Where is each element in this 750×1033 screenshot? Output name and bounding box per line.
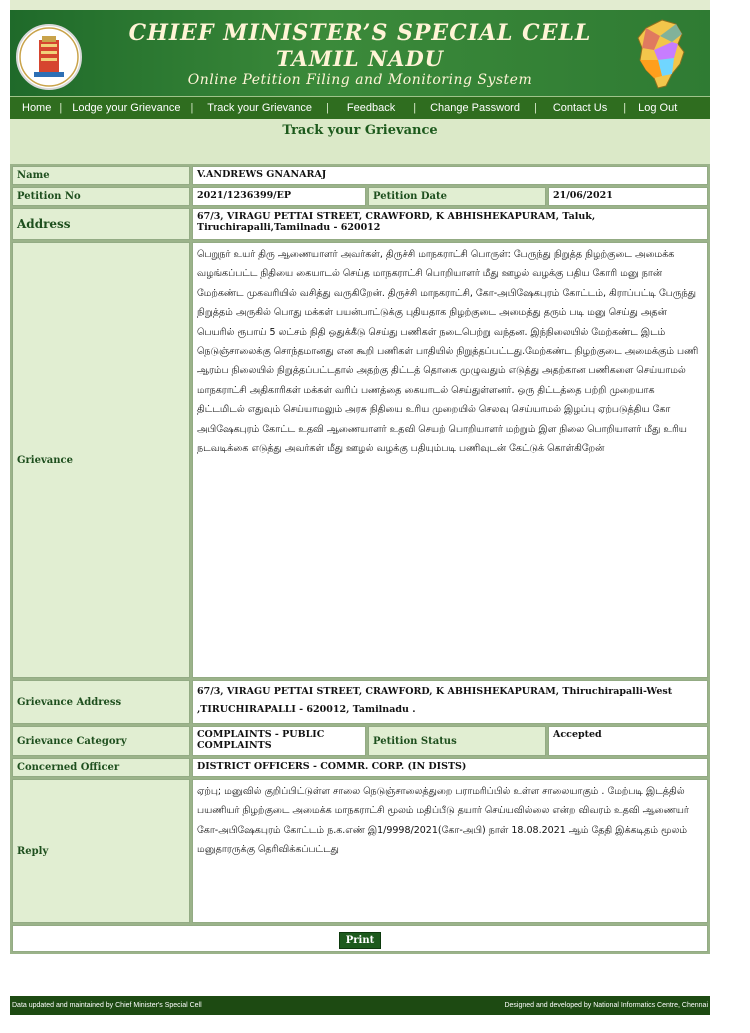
grievance-text: பெறுநர் உயர் திரு ஆணையாளர் அவர்கள், திருச்சி மாநகராட்சி பொருள்: பேருந்து நிறுத்த நிழற்குடை அமைக்க வழங்கப்பட்ட நிதியை கையாடல் செய்த மாநகராட்சி பொறியாளர் மீது ஊழல் வழக்கு பதிய கோரி மனு நான் மேற்கண்ட முகவரியில் வசித்து வருகிறேன். திருச்சி மாநகராட்சி, கோ-அபிஷேகபுரம் கோட்டம், கிராப்பட்டி பேருந்து நிறுத்தம் அருகில் பொது மக்கள் பயன்பாட்டுக்கு புதியதாக நிழற்குடை அமைத்து தரும் படி மனு செய்து அதன் பெயரில் ரூபாய் 5 லட்சம் நிதி ஒதுக்கீடு செய்து பணிகள் நடைபெற்று வந்தன. இந்நிலையில் மேற்கண்ட இடம் நெடுஞ்சாலைக்கு சொந்தமானது என கூறி பணிகள் பாதியில் நிறுத்தப்பட்டது.மேற்கண்ட நிழற்குடை அமைக்கும் பணி ஆரம்ப நிலையில் நிறுத்தப்பட்டதால் அதற்கு திட்டத் தொகை முழுவதும் எடுத்து அதற்கான பணிகளை செய்யாமல் மாநகராட்சி அதிகாரிகள் மக்கள் வரிப் பணத்தை கையாடல் செய்துள்ளனர். ஒரு திட்டத்தை பற்றி முறையாக திட்டமிடல் எதுவும் செய்யாமலும் அரசு நிதியை உரிய முறையில் செலவு செய்யாமல் இழப்பு ஏற்படுத்திய கோ அபிஷேகபுரம் கோட்ட உதவி ஆணையாளர் உதவி செயற் பொறியாளர் மற்றும் இள நிலை பொறியாளர் மீது உரிய நடவடிக்கை எடுத்து அவர்கள் மீது ஊழல் வழக்கு பதியும்படி பணிவுடன் கேட்டுக் கொள்கிறேன் bbox=[192, 242, 708, 678]
row-print bbox=[12, 925, 708, 952]
grievance-label: Grievance bbox=[12, 242, 190, 678]
nav-track-grievance[interactable]: Track your Grievance bbox=[207, 102, 313, 114]
nav-separator: | bbox=[533, 102, 537, 114]
concerned-officer-value: DISTRICT OFFICERS - COMMR. CORP. (IN DISTS) bbox=[192, 758, 708, 777]
footer-right-text: Designed and developed by National Informatics Centre, Chennai bbox=[504, 1002, 708, 1009]
print-cell bbox=[12, 925, 708, 952]
print-button[interactable]: Print bbox=[339, 932, 381, 949]
nav-lodge-grievance[interactable]: Lodge your Grievance bbox=[72, 102, 181, 114]
name-value: V.ANDREWS GNANARAJ bbox=[192, 166, 708, 185]
reply-text: ஏற்பு; மனுவில் குறிப்பிட்டுள்ள சாலை நெடுஞ்சாலைத்துறை பராமரிப்பில் உள்ள சாலையாகும் . மேற்படி இடத்தில் பயணியர் நிழற்குடை அமைக்க மாநகராட்சி மூலம் மதிப்பீடு தயார் செய்யவில்லை என்ற விவரம் உதவி ஆணையர் கோ-அபிஷேகபுரம் கோட்டம் ந.க.எண் இ1/9998/2021(கோ-அபி) நாள் 18.08.2021 ஆம் தேதி இக்கடிதம் மூலம் மனுதாரருக்கு தெரிவிக்கப்பட்டது bbox=[192, 779, 708, 923]
row-category-status bbox=[12, 726, 708, 756]
row-name bbox=[12, 166, 708, 185]
name-label: Name bbox=[12, 166, 190, 185]
petition-status-value: Accepted bbox=[548, 726, 708, 756]
grievance-category-value: COMPLAINTS - PUBLIC COMPLAINTS bbox=[192, 726, 366, 756]
petition-status-label: Petition Status bbox=[368, 726, 546, 756]
nav-separator: | bbox=[59, 102, 63, 114]
grievance-category-label: Grievance Category bbox=[12, 726, 190, 756]
grievance-address-label: Grievance Address bbox=[12, 680, 190, 724]
nav-separator: | bbox=[326, 102, 329, 114]
nav-feedback[interactable]: Feedback bbox=[346, 102, 396, 114]
concerned-officer-label: Concerned Officer bbox=[12, 758, 190, 777]
page bbox=[10, 0, 710, 1033]
nav-log-out[interactable]: Log Out bbox=[638, 102, 678, 114]
site-footer bbox=[10, 996, 710, 1015]
nav-change-password[interactable]: Change Password bbox=[430, 102, 520, 114]
petition-no-label: Petition No bbox=[12, 187, 190, 206]
page-title: Track your Grievance bbox=[282, 123, 438, 138]
main-nav bbox=[10, 96, 710, 119]
nav-separator: | bbox=[190, 102, 194, 114]
petition-date-value: 21/06/2021 bbox=[548, 187, 708, 206]
nav-separator: | bbox=[623, 102, 627, 114]
row-concerned-officer bbox=[12, 758, 708, 777]
reply-label: Reply bbox=[12, 779, 190, 923]
petition-date-label: Petition Date bbox=[368, 187, 546, 206]
row-grievance bbox=[12, 242, 708, 678]
petition-no-value: 2021/1236399/EP bbox=[192, 187, 366, 206]
row-petition bbox=[12, 187, 708, 206]
header-state: TAMIL NADU bbox=[276, 46, 444, 71]
nav-contact-us[interactable]: Contact Us bbox=[552, 102, 608, 114]
header-subtitle: Online Petition Filing and Monitoring System bbox=[187, 72, 533, 88]
address-value: 67/3, VIRAGU PETTAI STREET, CRAWFORD, K ABHISHEKAPURAM, Taluk, Tiruchirapalli,Tamilnadu - 620012 bbox=[192, 208, 708, 240]
row-grievance-address bbox=[12, 680, 708, 724]
top-strip bbox=[10, 0, 710, 10]
row-reply bbox=[12, 779, 708, 923]
tamilnadu-map-icon bbox=[632, 16, 692, 92]
row-address bbox=[12, 208, 708, 240]
site-header bbox=[10, 10, 710, 96]
footer-left-text: Data updated and maintained by Chief Minister's Special Cell bbox=[12, 1002, 202, 1009]
nav-home[interactable]: Home bbox=[22, 102, 52, 114]
header-title: CHIEF MINISTER’S SPECIAL CELL bbox=[128, 20, 592, 46]
grievance-details-table bbox=[10, 164, 710, 954]
address-label: Address bbox=[12, 208, 190, 240]
grievance-address-value: 67/3, VIRAGU PETTAI STREET, CRAWFORD, K ABHISHEKAPURAM, Thiruchirapalli-West ,TIRUCHIRAPALLI - 620012, Tamilnadu . bbox=[192, 680, 708, 724]
nav-separator: | bbox=[413, 102, 417, 114]
